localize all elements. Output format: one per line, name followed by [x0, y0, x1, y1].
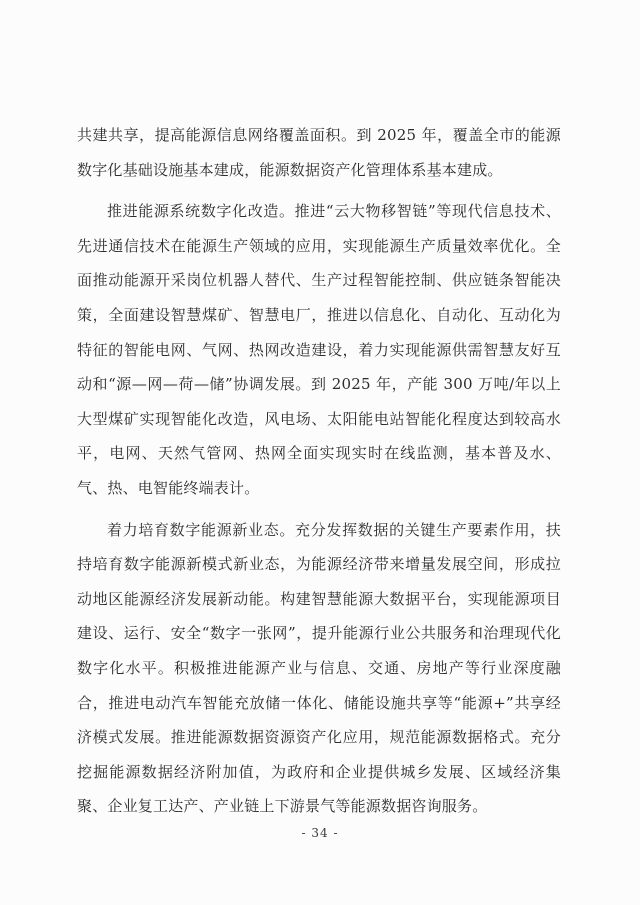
document-body [77, 118, 561, 831]
paragraph-energy-system-digitalization: 推进能源系统数字化改造。推进“云大物移智链”等现代信息技术、先进通信技术在能源生产领域的应用，实现能源生产质量效率优化。全面推动能源开采岗位机器人替代、生产过程智能控制、供应链条智能决策，全面建设智慧煤矿、智慧电厂，推进以信息化、自动化、互动化为特征的智能电网、气网、热网改造建设，着力实现能源供需智慧友好互动和“源—网—荷—储”协调发展。到 2025 年，产能 300 万吨/年以上大型煤矿实现智能化改造，风电场、太阳能电站智能化程度达到较高水平，电网、天然气管网、热网全面实现实时在线监测，基本普及水、气、热、电智能终端表计。 [77, 202, 561, 497]
page-number: - 34 - [301, 826, 339, 840]
paragraph-continuation: 共建共享，提高能源信息网络覆盖面积。到 2025 年，覆盖全市的能源数字化基础设施基本建成，能源数据资产化管理体系基本建成。 [77, 126, 561, 179]
paragraph-digital-energy-new-business: 着力培育数字能源新业态。充分发挥数据的关键生产要素作用，扶持培育数字能源新模式新业态，为能源经济带来增量发展空间，形成拉动地区能源经济发展新动能。构建智慧能源大数据平台，实现能源项目建设、运行、安全“数字一张网”，提升能源行业公共服务和治理现代化数字化水平。积极推进能源产业与信息、交通、房地产等行业深度融合，推进电动汽车智能充放储一体化、储能设施共享等“能源+”共享经济模式发展。推进能源数据资源资产化应用，规范能源数据格式。充分挖掘能源数据经济附加值，为政府和企业提供城乡发展、区域经济集聚、企业复工达产、产业链上下游景气等能源数据咨询服务。 [77, 520, 561, 816]
